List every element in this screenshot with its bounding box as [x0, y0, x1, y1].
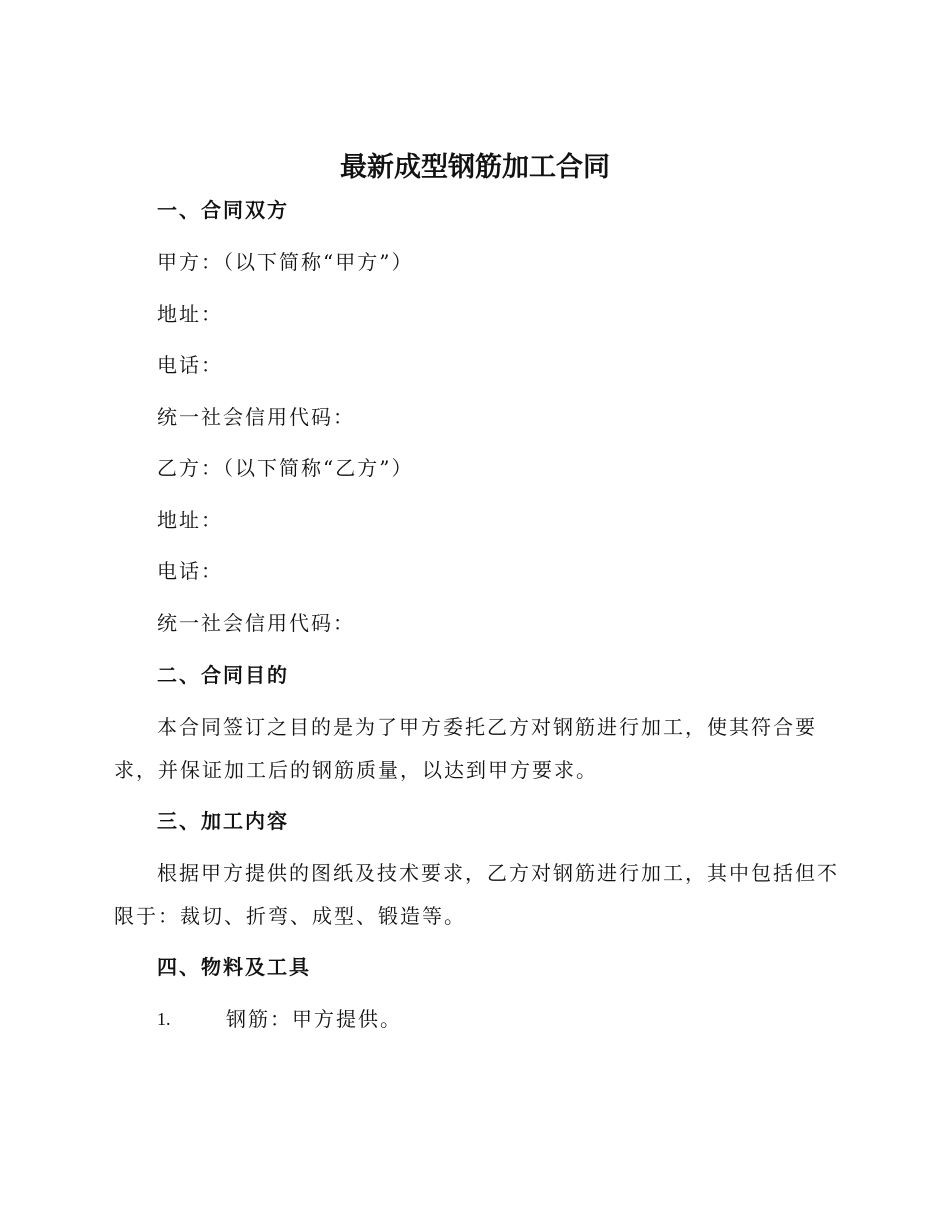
processing-paragraph-line1: 根据甲方提供的图纸及技术要求，乙方对钢筋进行加工，其中包括但不 — [157, 861, 839, 885]
party-a-credit-code: 统一社会信用代码： — [157, 405, 355, 429]
purpose-paragraph-line1: 本合同签订之目的是为了甲方委托乙方对钢筋进行加工，使其符合要 — [157, 715, 817, 739]
purpose-paragraph-line2: 求，并保证加工后的钢筋质量，以达到甲方要求。 — [114, 758, 598, 782]
party-b-credit-code: 统一社会信用代码： — [157, 611, 355, 635]
party-a-phone: 电话： — [157, 353, 223, 377]
party-a-address: 地址： — [157, 302, 223, 326]
party-b-phone: 电话： — [157, 559, 223, 583]
section-heading-processing: 三、加工内容 — [157, 809, 289, 833]
party-b-address: 地址： — [157, 508, 223, 532]
document-title: 最新成型钢筋加工合同 — [340, 152, 610, 183]
party-b-line: 乙方：（以下简称“乙方”） — [157, 456, 414, 480]
party-a-line: 甲方：（以下简称“甲方”） — [157, 250, 414, 274]
list-item-number: 1. — [157, 1009, 171, 1029]
list-item-text: 钢筋：甲方提供。 — [226, 1007, 402, 1031]
section-heading-materials: 四、物料及工具 — [157, 955, 311, 979]
section-heading-parties: 一、合同双方 — [157, 198, 289, 222]
processing-paragraph-line2: 限于：裁切、折弯、成型、锻造等。 — [114, 904, 466, 928]
section-heading-purpose: 二、合同目的 — [157, 663, 289, 687]
